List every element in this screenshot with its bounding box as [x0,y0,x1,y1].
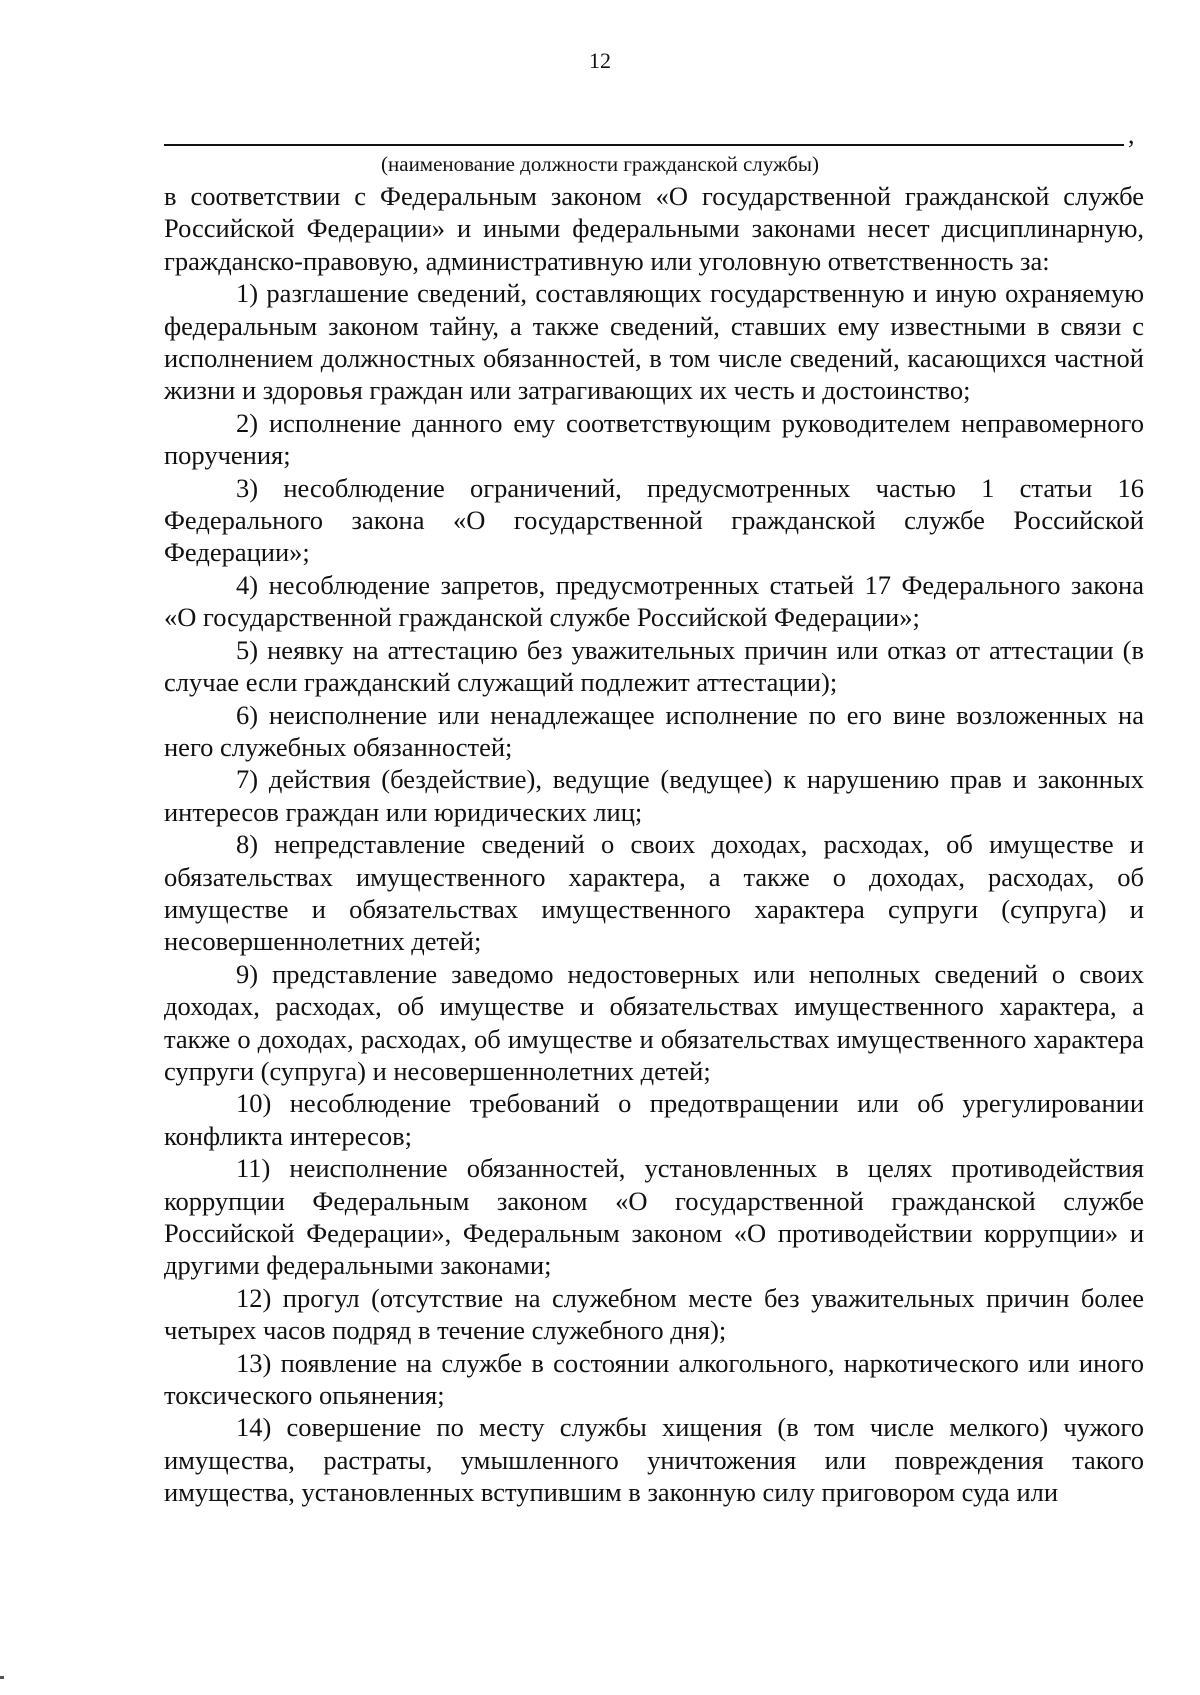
position-blank-line [164,144,1124,146]
list-item: 12) прогул (отсутствие на служебном месте без уважительных причин более четырех часов подряд в течение служебного дня); [164,1282,1144,1346]
list-item: 14) совершение по месту службы хищения (в том числе мелкого) чужого имущества, растраты, умышленного уничтожения или повреждения такого имущества, установленных вступившим в законную силу приговором суда или [164,1412,1144,1508]
list-item: 2) исполнение данного ему соответствующим руководителем неправомерного поручения; [164,407,1144,471]
position-blank-comma: , [1128,120,1135,149]
list-item: 6) неисполнение или ненадлежащее исполнение по его вине возложенных на него служебных обязанностей; [164,699,1144,762]
list-item: 9) представление заведомо недостоверных или неполных сведений о своих доходах, расходах, об имуществе и обязательствах имущественного характера, а также о доходах, расходах, об имуществе и обязательствах имущественного характера супруги (супруга) и несовершеннолетних детей; [164,958,1144,1086]
list-item: 1) разглашение сведений, составляющих государственную и иную охраняемую федеральным законом тайну, а также сведений, ставших ему известными в связи с исполнением должностных обязанностей, в том числе сведений, касающихся частной жизни и здоровья граждан или затрагивающих их честь и достоинство; [164,278,1144,406]
list-item: 13) появление на службе в состоянии алкогольного, наркотического или иного токсического опьянения; [164,1347,1144,1411]
list-item: 11) неисполнение обязанностей, установленных в целях противодействия коррупции Федеральным законом «О государственной гражданской службе Российской Федерации», Федеральным законом «О противодействии коррупции» и другими федеральными законами; [164,1153,1144,1281]
scan-mark [0,1676,4,1679]
page-number: 12 [589,48,611,73]
list-item: 3) несоблюдение ограничений, предусмотренных частью 1 статьи 16 Федерального закона «О государственной гражданской службе Российской Федерации»; [164,472,1144,568]
body-text [164,180,1144,1509]
list-item: 10) несоблюдение требований о предотвращении или об урегулировании конфликта интересов; [164,1088,1144,1151]
list-item: 7) действия (бездействие), ведущие (ведущее) к нарушению прав и законных интересов граждан или юридических лиц; [164,764,1144,827]
list-item: 4) несоблюдение запретов, предусмотренных статьей 17 Федерального закона «О государственной гражданской службе Российской Федерации»; [164,569,1144,633]
position-caption: (наименование должности гражданской службы) [381,152,819,176]
list-item: 8) непредставление сведений о своих доходах, расходах, об имуществе и обязательствах имущественного характера, а также о доходах, расходах, об имуществе и обязательствах имущественного характера супруги (супруга) и несовершеннолетних детей; [164,829,1144,957]
intro-paragraph: в соответствии с Федеральным законом «О государственной гражданской службе Российской Федерации» и иными федеральными законами несет дисциплинарную, гражданско-правовую, административную или уголовную ответственность за: [164,181,1144,276]
list-item: 5) неявку на аттестацию без уважительных причин или отказ от аттестации (в случае если гражданский служащий подлежит аттестации); [164,634,1144,698]
